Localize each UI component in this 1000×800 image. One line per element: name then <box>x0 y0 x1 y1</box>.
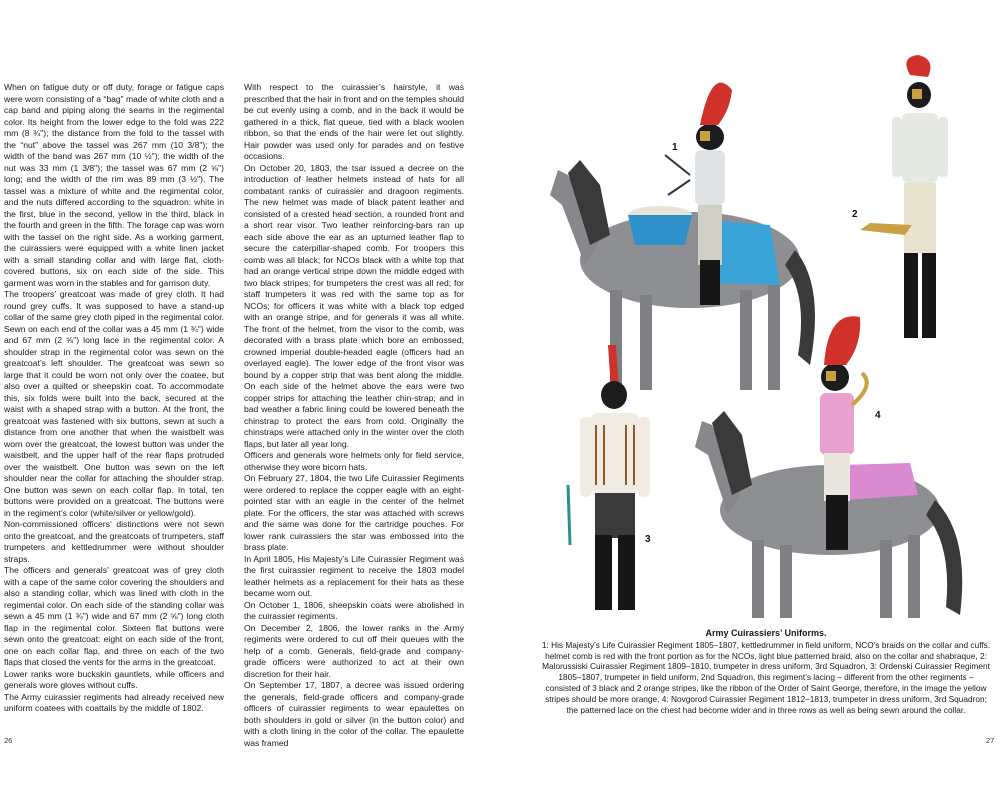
rider-breeches <box>824 453 850 501</box>
helmet-crest <box>824 316 860 365</box>
helmet-plate <box>700 131 710 141</box>
figure-number: 1 <box>672 142 678 153</box>
boot <box>595 535 612 610</box>
figure-4-mounted-trumpeter <box>695 316 962 618</box>
text-column-left <box>4 82 224 715</box>
horse-leg <box>880 540 892 618</box>
paragraph: The troopers’ greatcoat was made of grey cloth. It had round grey cuffs. It was supposed to have a stand-up collar of the same grey cloth piped in the regimental color. Sewn on each end of the collar was a 45 mm (1 ¾") wide and 67 mm (2 ⅝") long lace in the regimental color. A shoulder strap in the regimental color was sewn on the greatcoat’s left shoulder. The greatcoat was sewn so large that it could be worn not only over the coatee, but also over a quilted or sheepskin coat. To accommodate this, six folds were built into the back, secured at the waist with a shaped strap with a button. At the front, the greatcoat was fastened with six buttons, sewn at such a distance from one another that when the waistbelt was worn over the greatcoat, the lowest button was under the waistbelt, and the upper half of the rear flaps protruded over the waistbelt. One button was sewn on the left shoulder near the collar for attaching the shoulder strap. One button was sewn on each collar flap. In total, ten buttons were provided on a greatcoat. The buttons were in the regiment’s color (white/silver or yellow/gold). <box>4 289 224 518</box>
paragraph: When on fatigue duty or off duty, forage or fatigue caps were worn consisting of a “bag” made of white cloth and a cap band and piping along the seams in the regimental color. Its height from the lower edge to the fold was 222 mm (8 ¾"); the distance from the fold to the tassel with the “nut” above the tassel was 267 mm (10 3/8"); the width of the band was 267 mm (10 ½"); the width of the nut was 33 mm (1 3/8"); the tassel was 67 mm (2 ⅝") long; and the width of the rim was 89 mm (3 ½"). The tassel was a mixture of white and the regimental color, and the nuts differed according to the squadron: white in the first, blue in the second, yellow in the third, black in the fourth and green in the fifth. The forage cap was worn with the tassel on the right side. As a working garment, the cuirassiers were equipped with a white linen jacket with a small standing collar and with large flat, cloth-covered buttons, six on each side of the side. This garment was worn in the stables and for garrison duty. <box>4 82 224 288</box>
horse-leg <box>768 285 780 390</box>
figure-3-trumpeter-back <box>568 345 651 610</box>
horse-leg <box>908 535 920 618</box>
helmet-plate <box>912 89 922 99</box>
paragraph: Lower ranks wore buckskin gauntlets, while officers and generals wore gloves without cuffs. <box>4 668 224 690</box>
boot <box>904 253 918 338</box>
paragraph: The Army cuirassier regiments had already received new uniform coatees with coattails by the middle of 1802. <box>4 691 224 713</box>
boot <box>618 535 635 610</box>
helmet-plate <box>826 371 836 381</box>
figure-number: 4 <box>875 410 881 421</box>
paragraph: Non-commissioned officers’ distinctions were not sewn onto the greatcoat, and the greatcoats of trumpeters, staff trumpeters and kettledrummer were without shoulder straps. <box>4 519 224 564</box>
trumpet-cord <box>568 485 570 545</box>
paragraph: In April 1805, His Majesty’s Life Cuirassier Regiment was the first cuirassier regiment to receive the 1803 model leather helmets as a replacement for their hats as these became worn out. <box>244 553 464 598</box>
horse-leg <box>740 290 752 390</box>
overalls <box>595 493 635 538</box>
sleeve <box>580 417 592 497</box>
paragraph: On February 27, 1804, the two Life Cuirassier Regiments were ordered to replace the copper eagle with an eight-pointed star with an eagle in the center of the helmet plate. For the officers, the star was attached with screws and the same was done for the cartridge pouches. For lower rank cuirassiers the star was embossed into the brass plate. <box>244 473 464 552</box>
trumpet <box>860 223 912 235</box>
boot <box>922 253 936 338</box>
helmet-crest <box>700 83 732 125</box>
kettledrum-banner <box>628 215 692 245</box>
caption-body: 1: His Majesty’s Life Cuirassier Regiment 1805–1807, kettledrummer in field uniform, NCO’s braids on the collar and cuffs. helmet comb is red with the front portion as for the NCOs, light blue patterned braid, also on the collar and shabraque, 2: Malorussiski Cuirassier Regiment 1809–1810, trumpeter in dress uniform, 3rd Squadron, 3: Ordenski Cuirassier Regiment 1805–1807, trumpeter in field uniform, 2nd Squadron, this regiment’s lacing – different from the other regiments – consisted of 3 black and 2 orange stripes, like the ribbon of the Order of Saint George, therefore, in the image the yellow stripes should be more orange, 4: Novgorod Cuirassier Regiment 1812–1813, trumpeter in dress uniform, 3rd Squadron; the patterned lace on the chest had become wider and in three rows as well as being sewn around the collar. <box>541 639 991 715</box>
rider-coat <box>820 393 854 455</box>
drumstick <box>668 180 690 195</box>
drumstick <box>665 155 690 175</box>
paragraph: With respect to the cuirassier’s hairstyle, it was prescribed that the hair in front and on the temples should be cut evenly using a comb, and in the back it would be gathered in a thick, flat queue, tied with a black woolen ribbon, so that the ends of the hair were let out slightly. Hair powder was used only for parades and on festive occasions. <box>244 82 464 161</box>
paragraph: On September 17, 1807, a decree was issued ordering the generals, field-grade officers and company-grade officers of cuirassier regiments to wear epaulettes on both shoulders in gold or silver (in the button color) and with a cloth lining in the color of the collar. The epaulette was framed <box>244 680 464 748</box>
page-number-left: 26 <box>4 736 13 745</box>
trumpet <box>852 373 867 405</box>
figure-2-trumpeter <box>852 55 948 338</box>
text-column-right <box>244 82 464 749</box>
horse-leg <box>640 295 652 390</box>
helmet <box>601 381 627 409</box>
horse-tail <box>785 250 815 365</box>
breeches <box>904 183 936 253</box>
uniform-plate-illustration <box>540 55 990 625</box>
sleeve <box>938 117 948 177</box>
sleeve <box>638 417 650 497</box>
rider-breeches <box>698 205 722 265</box>
horse-leg <box>780 545 792 618</box>
paragraph: The officers and generals’ greatcoat was of grey cloth with a cape of the same color covering the shoulders and also a standing collar, which was lined with cloth in the regimental color. On each side of the standing collar was sewn a 45 mm (1 ¾") wide and 67 mm (2 ⅝") long cloth flap in the regimental color. Sixteen flat buttons were sewn onto the greatcoat: eight on each side of the front, one on each collar flap, and three on each of the two flaps that closed the vents for the arms in the greatcoat. <box>4 565 224 667</box>
plate-caption <box>540 628 992 715</box>
coat <box>590 413 640 493</box>
horse-tail <box>926 500 962 615</box>
shabraque <box>840 463 918 500</box>
helmet-crest <box>906 55 930 77</box>
coat <box>902 113 938 183</box>
horse-leg <box>752 540 764 618</box>
rider-coat <box>695 150 725 205</box>
rider-boot <box>826 495 848 550</box>
paragraph: On October 20, 1803, the tsar issued a decree on the introduction of leather helmets instead of hats for all combatant ranks of cuirassier and dragoon regiments. The new helmet was made of black patent leather and consisted of a crested head section, a rounded front and a short rear visor. Two leather reinforcing-bars ran up each side above the ear as an upturned leather flap to secure the caterpillar-shaped comb. For troopers this comb was all black; for NCOs black with a white top that had an orange vertical stripe down the middle edged with two black stripes; for trumpeters the crest was all red; for staff trumpeters it was red with the same top as for NCOs; for officers it was white with a black top edged with an orange stripe, and for generals it was all white. The front of the helmet, from the visor to the comb, was decorated with a brass plate which bore an embossed, crowned imperial double-headed eagle (officers had an overlayed eagle). The lower edge of the front visor was bound by a copper strip that was bent along the middle. On each side of the helmet above the ears were two copper strips for attaching the leather chin-strap; and in bad weather a fabric lining could be lowered beneath the chinstrap to protect the ears from cold. Originally the chinstraps were attached only in the winter over the cloth flaps, but later all year long. <box>244 162 464 449</box>
sleeve <box>892 117 902 177</box>
rider-boot <box>700 260 720 305</box>
paragraph: On December 2, 1806, the lower ranks in the Army regiments were ordered to cut off their queues with the help of a comb. Generals, field-grade and company-grade officers were authorized to act at their own discretion for their hair. <box>244 622 464 679</box>
paragraph: On October 1, 1806, sheepskin coats were abolished in the cuirassier regiments. <box>244 599 464 621</box>
caption-title: Army Cuirassiers’ Uniforms. <box>705 628 827 638</box>
figure-number: 2 <box>852 209 858 220</box>
page-number-right: 27 <box>986 736 995 745</box>
figure-number: 3 <box>645 534 651 545</box>
figure-1-kettledrummer <box>550 83 815 390</box>
paragraph: Officers and generals wore helmets only for field service, otherwise they wore bicorn hats. <box>244 450 464 472</box>
